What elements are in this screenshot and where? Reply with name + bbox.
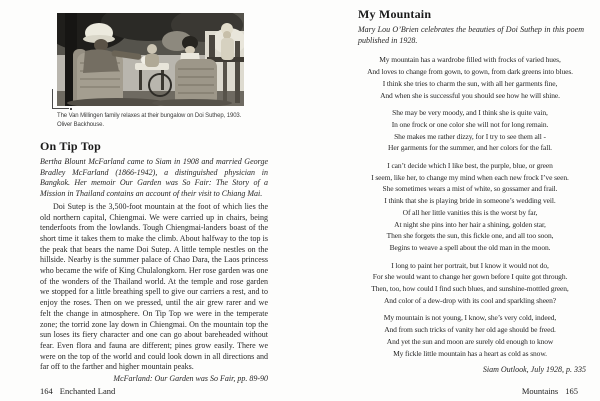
poem-line: I think she tries to charm the sun, with all her garments fine, — [382, 78, 558, 88]
poem-line: I seem, like her, to change my mind when each new frock I’ve seen. — [371, 172, 569, 182]
poem-line: Of all her little vanities this is the worst by far, — [402, 207, 538, 217]
poem — [352, 54, 588, 359]
photo-caption-line2: Oliver Backhouse. — [57, 122, 104, 128]
right-page-footer — [352, 386, 578, 396]
poem-line: My mountain is not young, I know, she’s very cold, indeed, — [383, 313, 557, 323]
photo-caption — [57, 112, 267, 130]
poem-line: Begins to weave a spell about the old man in the moon. — [389, 242, 551, 252]
poem-line: She makes me rather dizzy, for I try to see them all - — [394, 131, 546, 141]
poem-stanza — [352, 160, 588, 254]
poem-line: Then she forgets the sun, this fickle one, and all too soon, — [386, 231, 554, 241]
right-page-number: 165 — [565, 386, 578, 396]
poem-heading-my-mountain: My Mountain — [358, 7, 432, 21]
section-body: Doi Sutep is the 3,500-foot mountain at the foot of which lies the old northern capital, Chiengmai. We were carried up in chairs, being tenderfoots from the lowlands. Tough Chiengmai-landers boast of the short time it takes them to make the climb. About halfway to the top is the peak that bears the name Doi Sutep. A little temple nestles on the hillside. Nearby is the summer palace of Chao Dara, the Laos princess who became the wife of King Chulalongkorn. Her rose garden was one of the wonders of the Thailand world. At the temple and rose garden we stopped for a little breathing spell to give our carriers a rest, and to enjoy the roses. Then on we pressed, until the air grew rarer and we felt the change in atmosphere. On Tip Top we were in the temperate zone; the torrid zone lay down in Chiengmai. On the mountain top the sun loses its fiery character and one can go about bareheaded without fear. Even flora and fauna are different; pines grow easily. There we were on the top of the world and could look down in all directions and far off to the farther and higher mountain peaks. — [40, 201, 268, 372]
poem-stanza — [352, 312, 588, 359]
photo-corner-mark — [52, 89, 69, 109]
left-running-title: Enchanted Land — [59, 386, 116, 396]
poem-line: At night she pins into her hair a shining, golden star, — [394, 219, 546, 229]
photo-caption-line1: The Van Millingen family relaxes at their bungalow on Doi Suthep, 1903. — [57, 113, 242, 119]
poem-line: She may be very moody, and I think she is quite vain, — [392, 108, 548, 118]
poem-line: And from such tricks of vanity her old age should be freed. — [384, 325, 556, 335]
poem-stanza — [352, 260, 588, 307]
left-text-column — [40, 140, 268, 385]
poem-line: I can’t decide which I like best, the purple, blue, or green — [387, 161, 553, 171]
poem-line: My fickle little mountain has a heart as cold as snow. — [393, 348, 547, 358]
poem-line: My mountain has a wardrobe filled with frocks of varied hues, — [379, 55, 561, 65]
poem-attribution: Siam Outlook, July 1928, p. 335 — [482, 365, 586, 375]
poem-line: In one frock or one color she will not for long remain. — [391, 119, 549, 129]
poem-intro: Mary Lou O’Brien celebrates the beauties of Doi Suthep in this poem published in 1928. — [358, 25, 584, 45]
poem-line: And color of a dew-drop with its cool and sparkling sheen? — [383, 295, 557, 305]
photo-block — [57, 13, 244, 106]
poem-stanza — [352, 107, 588, 154]
poem-line: For she would want to change her gown before I quite got through. — [372, 272, 568, 282]
wicker-chair-right — [175, 59, 217, 106]
family-photo — [57, 13, 244, 106]
poem-line: She sometimes wears a mist of white, so gossamer and frail. — [382, 184, 558, 194]
right-text-column — [352, 8, 588, 374]
left-page-number: 164 — [40, 386, 53, 396]
left-page-footer — [40, 386, 115, 396]
section-heading-on-tip-top: On Tip Top — [40, 139, 101, 153]
right-running-title: Mountains — [521, 386, 559, 396]
poem-line: And when she is successful you should see how he will shine. — [380, 90, 560, 100]
poem-line: Then, too, how could I find such blues, and sunshine-mottled green, — [371, 284, 569, 294]
poem-line: And loves to change from gown, to gown, from dark greens into blues. — [367, 67, 573, 77]
section-intro: Bertha Blount McFarland came to Siam in 1908 and married George Bradley McFarland (1866-1942), a distinguished physician in Bangkok. Her memoir Our Garden was So Fair: The Story of a Mission in Thailand contains an account of their visit to Chiang Mai. — [40, 157, 268, 199]
section-attribution: McFarland: Our Garden was So Fair, pp. 89-90 — [113, 374, 268, 384]
poem-stanza — [352, 54, 588, 101]
poem-line: I long to paint her portrait, but I know it would not do, — [391, 260, 549, 270]
standing-child — [221, 23, 234, 60]
poem-line: Her garments for the summer, and her colors for the fall. — [388, 143, 552, 153]
poem-line: And yet the sun and moon are surely old enough to know — [386, 336, 554, 346]
poem-line: I think that she is playing bride in someone’s wedding veil. — [384, 196, 556, 206]
